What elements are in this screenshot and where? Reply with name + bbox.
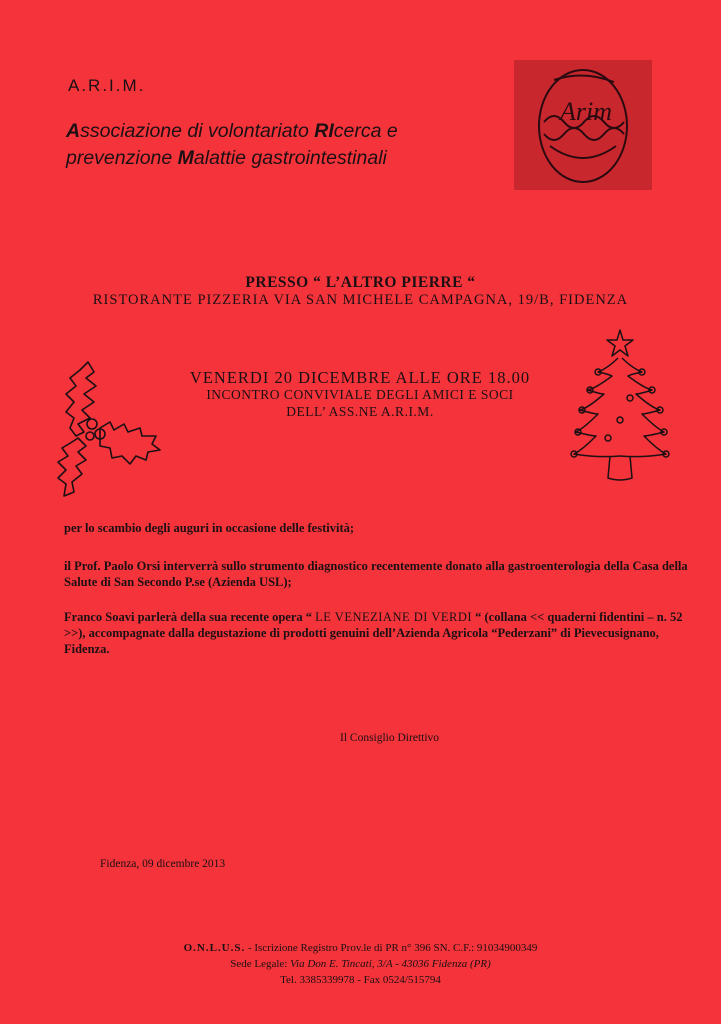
association-name-line2	[66, 145, 506, 172]
event-description: INCONTRO CONVIVIALE DEGLI AMICI E SOCI	[206, 387, 514, 402]
initial-a: A	[66, 120, 81, 142]
event-date: VENERDI 20 DICEMBRE ALLE ORE 18.00	[189, 368, 531, 387]
venue-address: RISTORANTE PIZZERIA VIA SAN MICHELE CAMPAGNA, 19/B, FIDENZA	[92, 292, 629, 308]
name-part: alattie gastrointestinali	[193, 147, 387, 169]
logo-text: Arim	[560, 97, 612, 126]
book-title: LE VENEZIANE DI VERDI	[315, 610, 473, 624]
soavi-text: Franco Soavi parlerà della sua recente opera “	[64, 610, 316, 624]
event-organizer: DELL’ ASS.NE A.R.I.M.	[286, 404, 434, 419]
soavi-text: “ (collana << quaderni fidentini – n. 52 >>), accompagnate dalla degustazione di prodotti genuini dell’Azienda Agricola “Pederzani” di Pievecusignano, Fidenza.	[64, 610, 683, 656]
arim-logo-icon	[514, 60, 652, 190]
venue-title: PRESSO “ L’ALTRO PIERRE “	[245, 274, 476, 291]
footer	[0, 940, 721, 988]
initial-m: M	[177, 147, 194, 169]
name-part: prevenzione	[66, 147, 178, 169]
registry-text: - Iscrizione Registro Prov.le di PR n° 396 SN. C.F.: 91034900349	[245, 942, 538, 954]
signature: Il Consiglio Direttivo	[340, 732, 440, 744]
paragraph-soavi	[64, 609, 704, 657]
footer-address-line	[0, 956, 721, 972]
association-name-line1	[66, 118, 506, 145]
seat-address: Via Don E. Tincati, 3/A - 43036 Fidenza (PR)	[290, 958, 491, 970]
paragraph-orsi: il Prof. Paolo Orsi interverrà sullo strumento diagnostico recentemente donato alla gastroenterologia della Casa della Salute di San Secondo P.se (Azienda USL);	[64, 559, 688, 589]
initial-ri: RI	[314, 120, 334, 142]
name-part: ssociazione di volontariato	[80, 120, 315, 142]
footer-registry-line	[0, 940, 721, 956]
christmas-tree-icon	[568, 328, 672, 486]
footer-contacts: Tel. 3385339978 - Fax 0524/515794	[280, 974, 441, 986]
onlus-label: O.N.L.U.S.	[183, 942, 246, 954]
document-date: Fidenza, 09 dicembre 2013	[100, 858, 226, 870]
holly-icon	[48, 354, 164, 500]
association-name	[66, 118, 506, 172]
seat-label: Sede Legale:	[230, 958, 291, 970]
event-details	[150, 369, 570, 420]
association-acronym: A.R.I.M.	[68, 76, 146, 95]
paragraph-greetings: per lo scambio degli auguri in occasione delle festività;	[64, 521, 355, 535]
name-part: cerca e	[333, 120, 398, 142]
